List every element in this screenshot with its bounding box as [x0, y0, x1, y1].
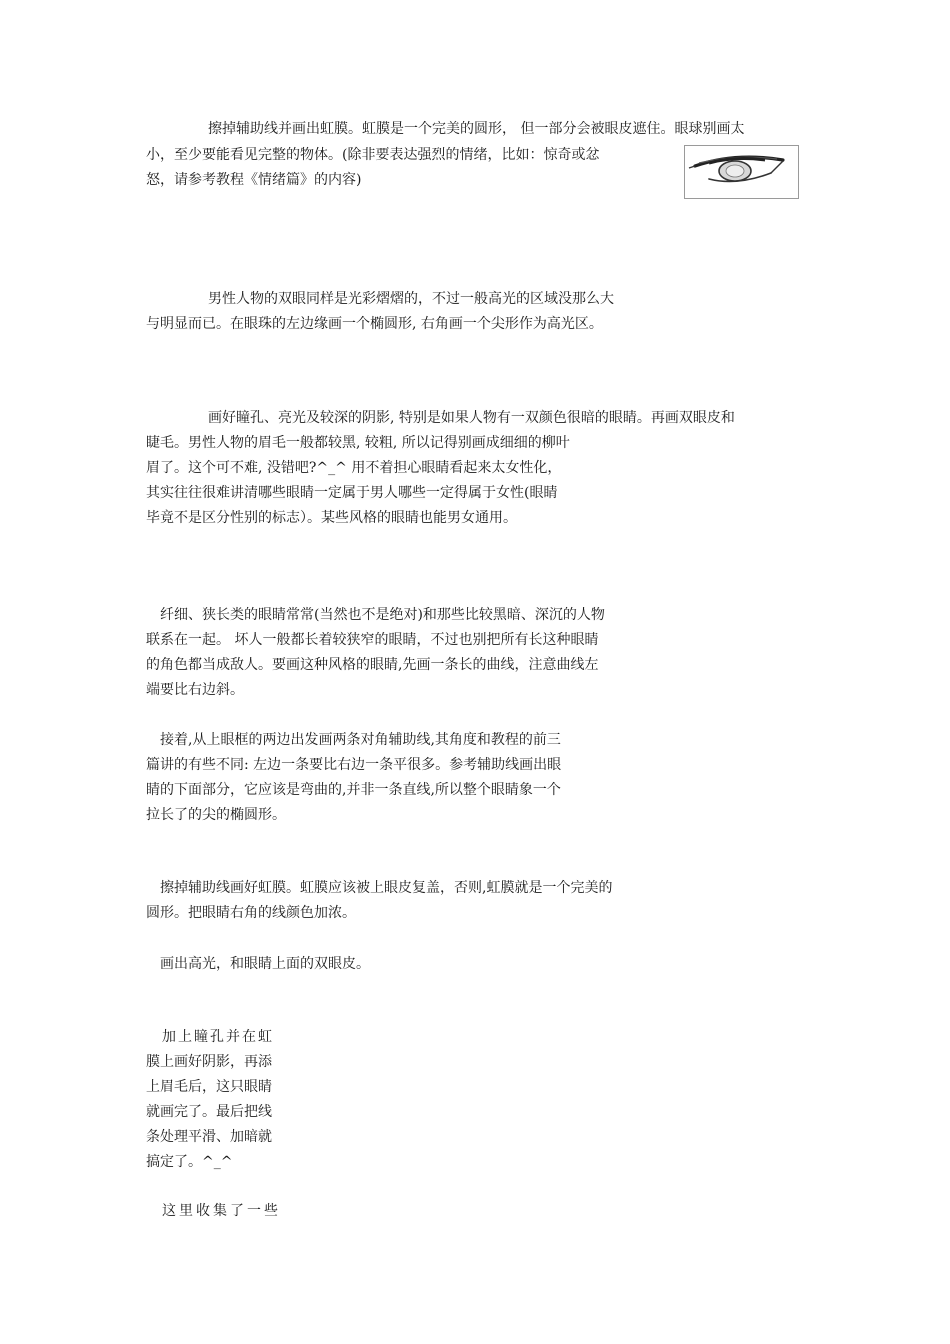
paragraph-line: 条处理平滑、加暗就 — [146, 1129, 272, 1145]
paragraph-line: 加上瞳孔并在虹 — [162, 1029, 274, 1045]
paragraph-line: 圆形。把眼睛右角的线颜色加浓。 — [146, 905, 356, 921]
paragraph-line: 擦掉辅助线并画出虹膜。虹膜是一个完美的圆形， 但一部分会被眼皮遮住。眼球别画太 — [208, 121, 745, 137]
paragraph-line: 接着,从上眼框的两边出发画两条对角辅助线,其角度和教程的前三 — [160, 732, 561, 748]
eye-sketch-icon — [685, 146, 798, 198]
paragraph-line: 这里收集了一些 — [162, 1203, 281, 1219]
eye-sketch-image — [684, 145, 799, 199]
paragraph-line: 纤细、狭长类的眼睛常常(当然也不是绝对)和那些比较黑暗、深沉的人物 — [160, 607, 605, 623]
paragraph-line: 拉长了的尖的椭圆形。 — [146, 807, 286, 823]
paragraph-line: 小，至少要能看见完整的物体。(除非要表达强烈的情绪，比如：惊奇或忿 — [146, 147, 600, 163]
paragraph-line: 其实往往很难讲清哪些眼睛一定属于男人哪些一定得属于女性(眼睛 — [146, 485, 558, 501]
paragraph-line: 与明显而已。在眼珠的左边缘画一个椭圆形, 右角画一个尖形作为高光区。 — [146, 316, 603, 332]
paragraph-line: 男性人物的双眼同样是光彩熠熠的，不过一般高光的区域没那么大 — [208, 291, 614, 307]
paragraph-line: 搞定了。^_^ — [146, 1154, 233, 1170]
paragraph-line: 画好瞳孔、亮光及较深的阴影, 特别是如果人物有一双颜色很暗的眼睛。再画双眼皮和 — [208, 410, 735, 426]
paragraph-line: 的角色都当成敌人。要画这种风格的眼睛,先画一条长的曲线，注意曲线左 — [146, 657, 599, 673]
paragraph-line: 篇讲的有些不同: 左边一条要比右边一条平很多。参考辅助线画出眼 — [146, 757, 562, 773]
paragraph-line: 端要比右边斜。 — [146, 682, 244, 698]
paragraph-line: 联系在一起。 坏人一般都长着较狭窄的眼睛，不过也别把所有长这种眼睛 — [146, 632, 599, 648]
paragraph-line: 眉了。这个可不难, 没错吧?^_^ 用不着担心眼睛看起来太女性化， — [146, 460, 562, 476]
paragraph-line: 擦掉辅助线画好虹膜。虹膜应该被上眼皮复盖，否则,虹膜就是一个完美的 — [160, 880, 613, 896]
paragraph-line: 毕竟不是区分性别的标志）。某些风格的眼睛也能男女通用。 — [146, 510, 517, 526]
paragraph-line: 膜上画好阴影，再添 — [146, 1054, 272, 1070]
paragraph-line: 怒，请参考教程《情绪篇》的内容) — [146, 172, 362, 188]
paragraph-line: 睫毛。男性人物的眉毛一般都较黑, 较粗, 所以记得别画成细细的柳叶 — [146, 435, 570, 451]
paragraph-line: 睛的下面部分，它应该是弯曲的,并非一条直线,所以整个眼睛象一个 — [146, 782, 561, 798]
paragraph-line: 上眉毛后，这只眼睛 — [146, 1079, 272, 1095]
paragraph-line: 就画完了。最后把线 — [146, 1104, 272, 1120]
paragraph-line: 画出高光，和眼睛上面的双眼皮。 — [160, 956, 370, 972]
